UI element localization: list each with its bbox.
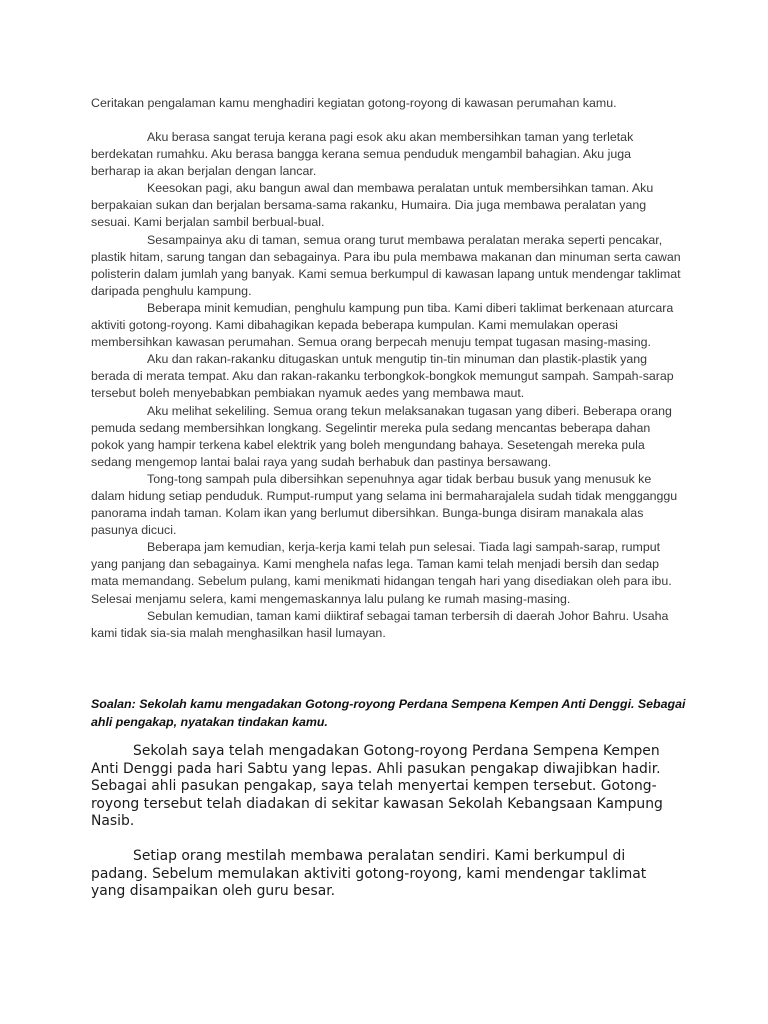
essay-two (91, 743, 671, 918)
essay-one-paragraph: Sesampainya aku di taman, semua orang turut membawa peralatan meraka seperti pencakar, plastik hitam, sarung tangan dan sebagainya. Para ibu pula membawa makanan dan minuman serta cawan polisterin dalam jumlah yang banyak. Kami semua berkumpul di kawasan lapang untuk mendengar taklimat daripada penghulu kampung. (91, 232, 681, 298)
essay-two-paragraph: Sekolah saya telah mengadakan Gotong-royong Perdana Sempena Kempen Anti Denggi pada hari Sabtu yang lepas. Ahli pasukan pengakap diwajibkan hadir. Sebagai ahli pasukan pengakap, saya telah menyertai kempen tersebut. Gotong-royong tersebut telah diadakan di sekitar kawasan Sekolah Kebangsaan Kampung Nasib. (91, 743, 663, 830)
essay-one-paragraph: Aku dan rakan-rakanku ditugaskan untuk mengutip tin-tin minuman dan plastik-plastik yang berada di merata tempat. Aku dan rakan-rakanku terbongkok-bongkok memungut sampah. Sampah-sarap tersebut boleh menyebabkan pembiakan nyamuk aedes yang membawa maut. (91, 352, 674, 401)
essay-one-paragraph: Aku melihat sekeliling. Semua orang tekun melaksanakan tugasan yang diberi. Beberapa orang pemuda sedang membersihkan longkang. Segelintir mereka pula sedang mencantas beberapa dahan pokok yang hampir terkena kabel elektrik yang boleh mengundang bahaya. Sesetengah mereka pula sedang mengemop lantai balai raya yang sudah berhabuk dan pastinya bersawang. (91, 403, 672, 469)
essay-one-paragraph: Beberapa minit kemudian, penghulu kampung pun tiba. Kami diberi taklimat berkenaan aturcara aktiviti gotong-royong. Kami dibahagikan kepada beberapa kumpulan. Kami memulakan operasi membersihkan kawasan perumahan. Semua orang berpecah menuju tempat tugasan masing-masing. (91, 300, 674, 350)
essay-prompt: Ceritakan pengalaman kamu menghadiri kegiatan gotong-royong di kawasan perumahan kamu. (91, 96, 617, 110)
essay-one-paragraph: Sebulan kemudian, taman kami diiktiraf sebagai taman terbersih di daerah Johor Bahru. Usaha kami tidak sia-sia malah menghasilkan hasil lumayan. (91, 608, 669, 640)
essay-one-paragraph: Aku berasa sangat teruja kerana pagi esok aku akan membersihkan taman yang terletak berdekatan rumahku. Aku berasa bangga kerana semua penduduk mengambil bahagian. Aku juga berharap ia akan berjalan dengan lancar. (91, 130, 634, 179)
essay-one-paragraph: Keesokan pagi, aku bangun awal dan membawa peralatan untuk membersihkan taman. Aku berpakaian sukan dan berjalan bersama-sama rakanku, Humaira. Dia juga membawa peralatan yang sesuai. Kami berjalan sambil berbual-bual. (91, 181, 654, 230)
essay-one-paragraph: Beberapa jam kemudian, kerja-kerja kami telah pun selesai. Tiada lagi sampah-sarap, rumput yang panjang dan sebagainya. Kami menghela nafas lega. Taman kami telah menjadi bersih dan sedap mata memandang. Sebelum pulang, kami menikmati hidangan tengah hari yang disediakan oleh para ibu. Selesai menjamu selera, kami mengemaskannya lalu pulang ke rumah masing-masing. (91, 540, 672, 606)
essay-one-paragraph: Tong-tong sampah pula dibersihkan sepenuhnya agar tidak berbau busuk yang menusuk ke dalam hidung setiap penduduk. Rumput-rumput yang selama ini bermaharajalela sudah tidak mengganggu panorama indah taman. Kolam ikan yang berlumut dibersihkan. Bunga-bunga disiram manakala alas pasunya dicuci. (91, 471, 678, 538)
essay-two-paragraph: Setiap orang mestilah membawa peralatan sendiri. Kami berkumpul di padang. Sebelum memulakan aktiviti gotong-royong, kami mendengar taklimat yang disampaikan oleh guru besar. (91, 847, 647, 900)
essay-one (91, 129, 681, 642)
question-heading: Soalan: Sekolah kamu mengadakan Gotong-royong Perdana Sempena Kempen Anti Denggi. Sebagai ahli pengakap, nyatakan tindakan kamu. (91, 697, 686, 729)
